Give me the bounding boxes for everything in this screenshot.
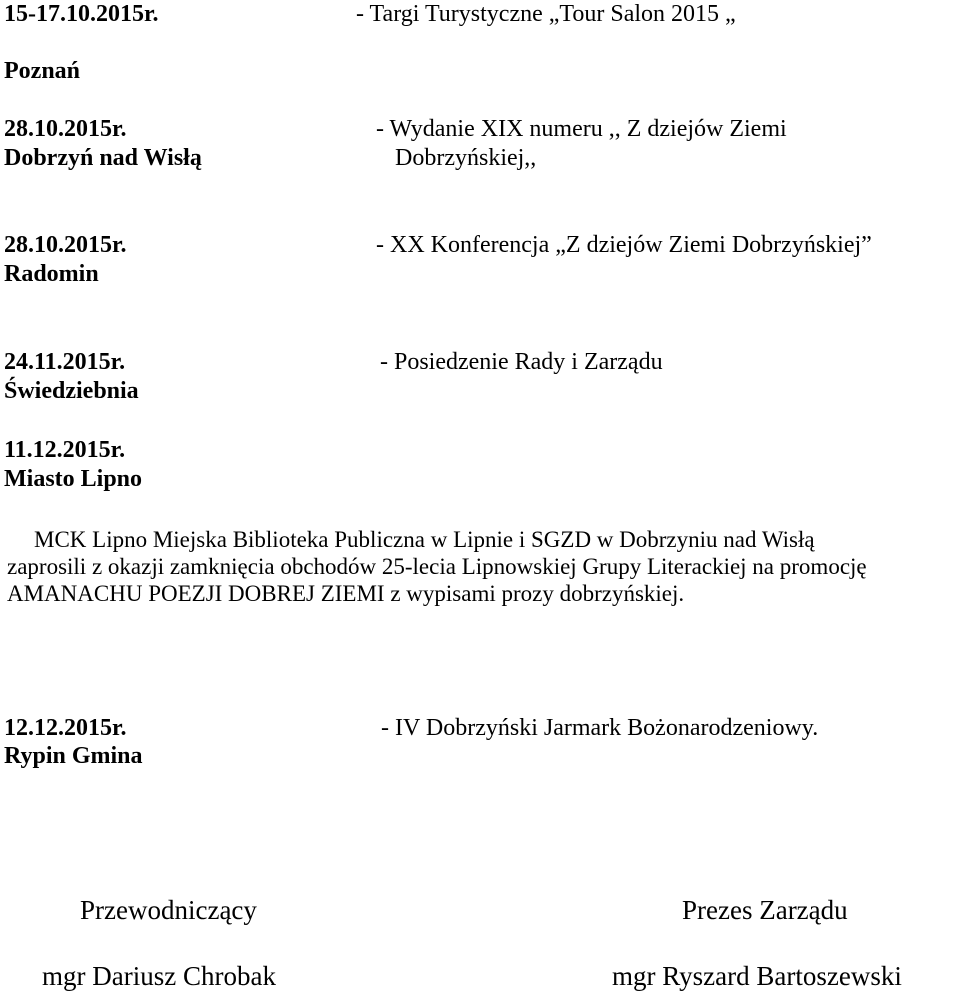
entry-description: - XX Konferencja „Z dziejów Ziemi Dobrzyńskiej” [376,232,872,258]
entry-place: Poznań [4,58,81,84]
paragraph-line: MCK Lipno Miejska Biblioteka Publiczna w Lipnie i SGZD w Dobrzyniu nad Wisłą [34,527,815,552]
entry-description: - Posiedzenie Rady i Zarządu [380,349,663,375]
entry-description-cont: Dobrzyńskiej,, [395,145,537,171]
signature-left-name: mgr Dariusz Chrobak [42,961,276,991]
entry-place: Miasto Lipno [4,466,143,492]
entry-description: - Targi Turystyczne „Tour Salon 2015 „ [356,1,736,27]
paragraph-line: AMANACHU POEZJI DOBREJ ZIEMI z wypisami prozy dobrzyńskiej. [7,581,685,606]
entry-place: Radomin [4,261,99,287]
signature-left-title: Przewodniczący [80,895,257,925]
entry-description: - Wydanie XIX numeru ,, Z dziejów Ziemi [376,116,787,142]
signature-right-name: mgr Ryszard Bartoszewski [612,961,902,991]
entry-place: Świedziebnia [4,378,139,404]
entry-date: 28.10.2015r. [4,116,127,142]
signature-right-title: Prezes Zarządu [682,895,848,925]
entry-date: 11.12.2015r. [4,437,126,463]
event-paragraph [7,526,960,607]
paragraph-line: zaprosili z okazji zamknięcia obchodów 25-lecia Lipnowskiej Grupy Literackiej na promocję [7,554,867,579]
entry-date: 15-17.10.2015r. [4,1,159,27]
entry-place: Rypin Gmina [4,743,143,769]
entry-date: 24.11.2015r. [4,349,126,375]
entry-place: Dobrzyń nad Wisłą [4,145,202,171]
entry-date: 12.12.2015r. [4,715,127,741]
entry-description: - IV Dobrzyński Jarmark Bożonarodzeniowy. [381,715,819,741]
entry-date: 28.10.2015r. [4,232,127,258]
